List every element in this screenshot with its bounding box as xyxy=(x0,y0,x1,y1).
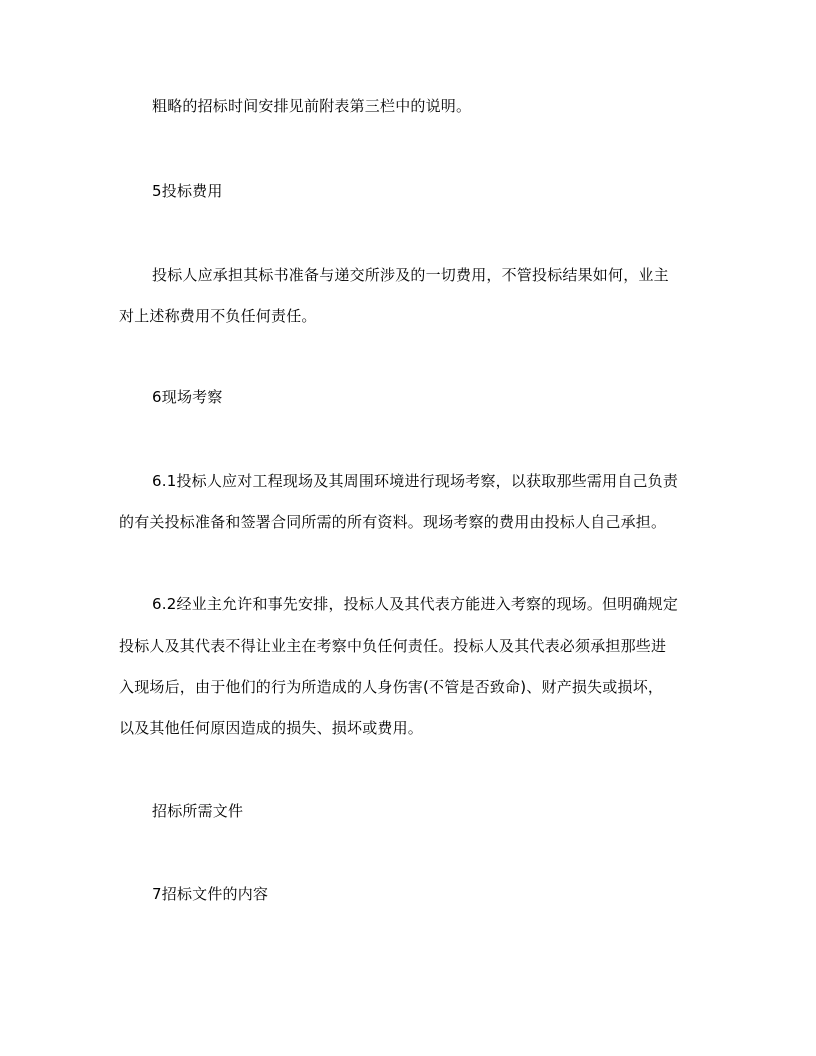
paragraph-6-1-line-2: 的有关投标准备和签署合同所需的所有资料。现场考察的费用由投标人自己承担。 xyxy=(119,513,667,531)
paragraph-6-1-line-1: 6.1投标人应对工程现场及其周围环境进行现场考察，以获取那些需用自己负责 xyxy=(152,472,679,490)
paragraph-6-2-line-3: 入现场后，由于他们的行为所造成的人身伤害(不管是否致命)、财产损失或损坏， xyxy=(119,678,664,696)
heading-tender-document-content: 7招标文件的内容 xyxy=(152,885,269,903)
paragraph-schedule-note: 粗略的招标时间安排见前附表第三栏中的说明。 xyxy=(152,97,472,115)
paragraph-6-2-line-2: 投标人及其代表不得让业主在考察中负任何责任。投标人及其代表必须承担那些进 xyxy=(119,637,667,655)
heading-tender-documents: 招标所需文件 xyxy=(152,802,244,820)
paragraph-bid-cost-line-2: 对上述称费用不负任何责任。 xyxy=(119,307,317,325)
paragraph-6-2-line-1: 6.2经业主允许和事先安排，投标人及其代表方能进入考察的现场。但明确规定 xyxy=(152,595,679,613)
paragraph-6-2-line-4: 以及其他任何原因造成的损失、损坏或费用。 xyxy=(119,719,424,737)
paragraph-bid-cost-line-1: 投标人应承担其标书准备与递交所涉及的一切费用，不管投标结果如何，业主 xyxy=(152,266,669,284)
heading-bid-cost: 5投标费用 xyxy=(152,182,223,200)
heading-site-visit: 6现场考察 xyxy=(152,388,223,406)
